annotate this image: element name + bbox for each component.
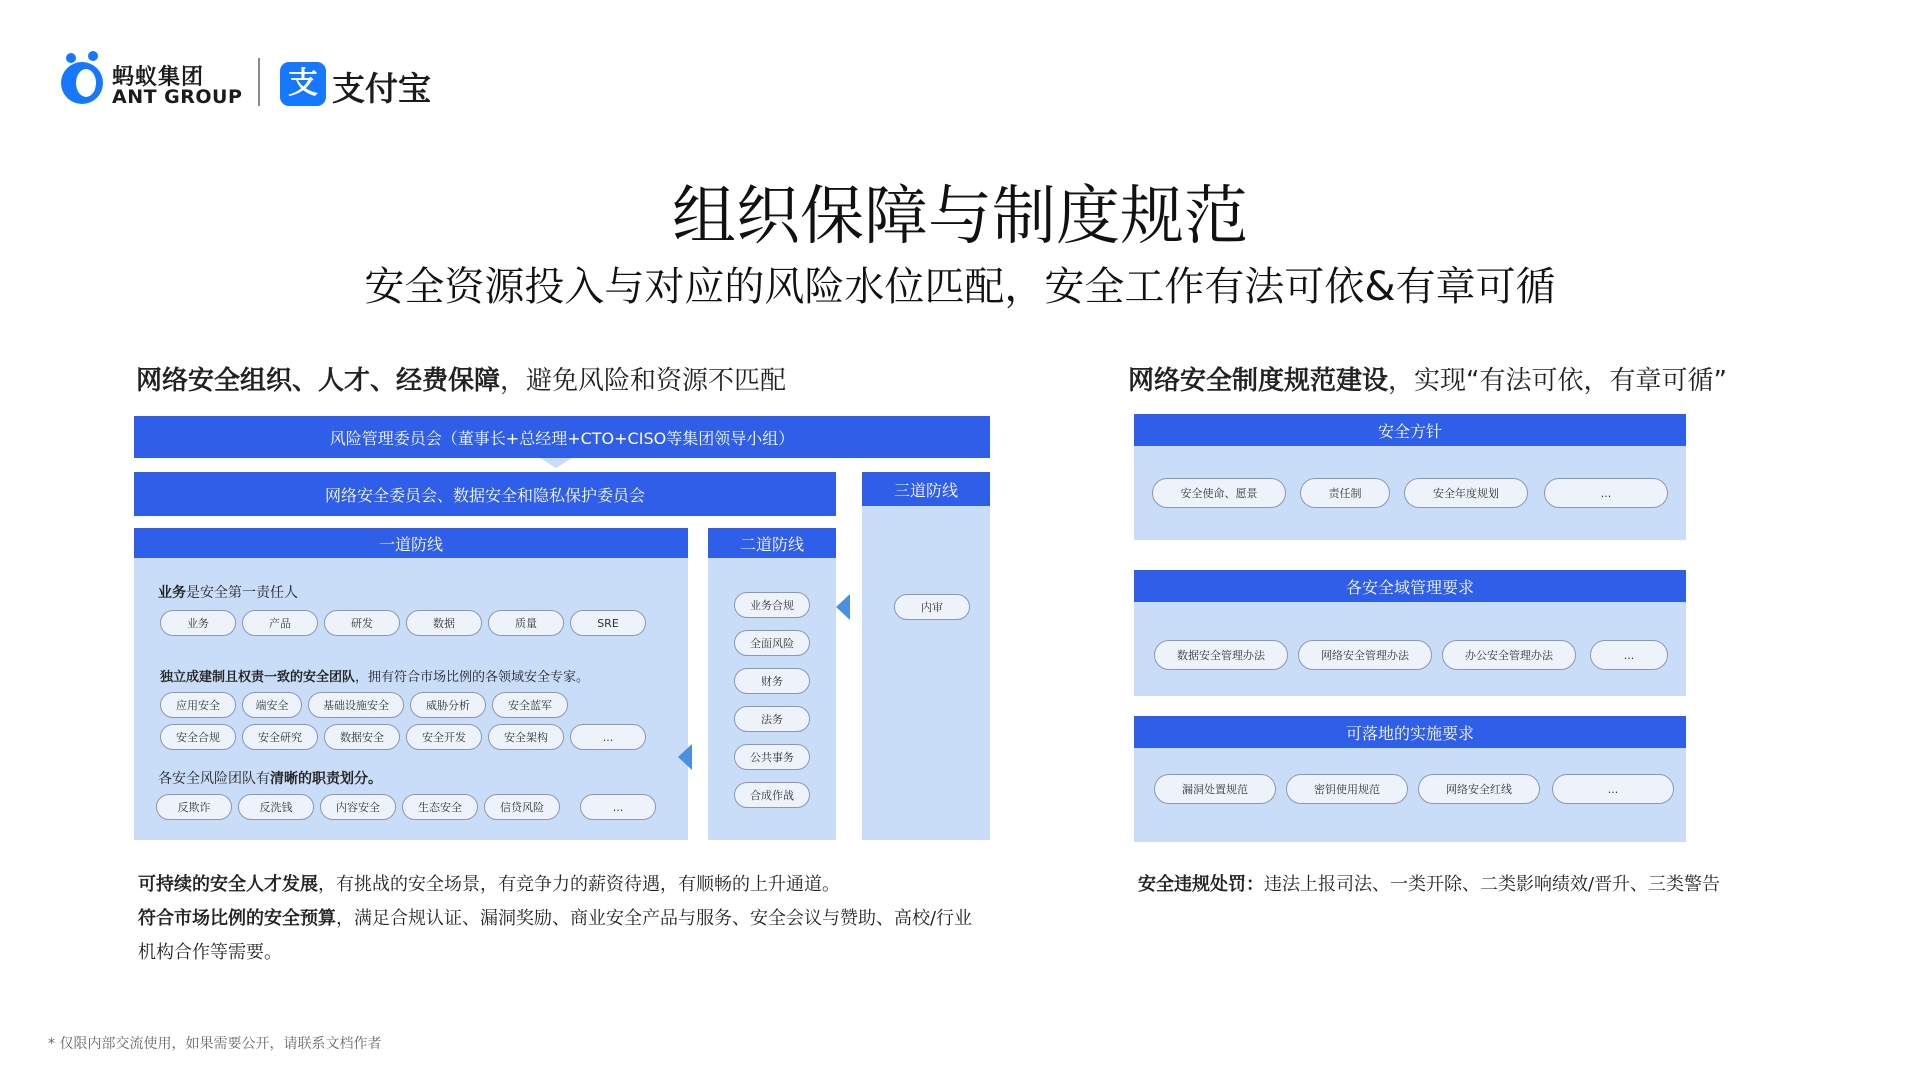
line2-pill: 法务 xyxy=(734,706,810,732)
page-title: 组织保障与制度规范 xyxy=(672,180,1248,254)
policy-block-panel xyxy=(1134,748,1686,842)
down-arrow-icon xyxy=(540,458,572,468)
line2-pill: 全面风险 xyxy=(734,630,810,656)
line1-pill: 安全合规 xyxy=(160,724,236,750)
left-section-heading xyxy=(136,360,786,397)
policy-block-title: 可落地的实施要求 xyxy=(1134,716,1686,748)
left-paragraph-3: 机构合作等需要。 xyxy=(138,942,282,963)
policy-pill: ... xyxy=(1590,640,1668,670)
policy-pill: 网络安全红线 xyxy=(1418,774,1540,804)
left-heading-rest: ，避免风险和资源不匹配 xyxy=(500,366,787,396)
line1-pill: 产品 xyxy=(242,610,318,636)
line1-text-2: 独立成建制且权责一致的安全团队，拥有符合市场比例的各领域安全专家。 xyxy=(160,670,590,685)
policy-pill: 漏洞处置规范 xyxy=(1154,774,1276,804)
policy-block-panel xyxy=(1134,602,1686,696)
line1-pill: 生态安全 xyxy=(402,794,478,820)
line1-panel xyxy=(134,558,688,840)
line3-panel xyxy=(862,506,990,840)
left-heading-bold: 网络安全组织、人才、经费保障 xyxy=(136,366,501,396)
policy-block-title: 安全方针 xyxy=(1134,414,1686,446)
policy-pill: 密钥使用规范 xyxy=(1286,774,1408,804)
alipay-logo-icon xyxy=(280,62,326,106)
ant-group-name-en: ANT GROUP xyxy=(112,86,243,108)
line1-title-bar: 一道防线 xyxy=(134,528,688,558)
ant-group-name-cn: 蚂蚁集团 xyxy=(112,65,205,90)
policy-pill: 安全年度规划 xyxy=(1404,478,1528,508)
line2-pill: 公共事务 xyxy=(734,744,810,770)
policy-pill: 责任制 xyxy=(1300,478,1390,508)
line1-pill: 业务 xyxy=(160,610,236,636)
line1-pill: 反洗钱 xyxy=(238,794,314,820)
line2-pill: 财务 xyxy=(734,668,810,694)
line2-panel xyxy=(708,558,836,840)
line1-pill: 端安全 xyxy=(242,692,302,718)
policy-pill: 网络安全管理办法 xyxy=(1298,640,1432,670)
line1-pill: 数据安全 xyxy=(324,724,400,750)
line1-pill: 安全架构 xyxy=(488,724,564,750)
line1-pill: 威胁分析 xyxy=(410,692,486,718)
line2-pill: 合成作战 xyxy=(734,782,810,808)
policy-pill: 数据安全管理办法 xyxy=(1154,640,1288,670)
line1-pill: 安全蓝军 xyxy=(492,692,568,718)
policy-block-panel xyxy=(1134,446,1686,540)
line1-pill: 基础设施安全 xyxy=(308,692,404,718)
line1-pill: 内容安全 xyxy=(320,794,396,820)
line1-pill: 质量 xyxy=(488,610,564,636)
line1-pill: SRE xyxy=(570,610,646,636)
policy-block-title: 各安全域管理要求 xyxy=(1134,570,1686,602)
left-paragraph-1: 可持续的安全人才发展，有挑战的安全场景，有竞争力的薪资待遇，有顺畅的上升通道。 xyxy=(138,874,840,895)
security-committee-bar: 网络安全委员会、数据安全和隐私保护委员会 xyxy=(134,472,836,516)
penalty-text: 安全违规处罚：违法上报司法、一类开除、二类影响绩效/晋升、三类警告 xyxy=(1138,874,1721,895)
logo-divider xyxy=(258,58,260,106)
line2-title-bar: 二道防线 xyxy=(708,528,836,558)
left-arrow-icon xyxy=(678,744,692,770)
policy-pill: ... xyxy=(1552,774,1674,804)
line1-pill: 安全开发 xyxy=(406,724,482,750)
right-section-heading xyxy=(1128,360,1727,397)
right-heading-bold: 网络安全制度规范建设 xyxy=(1128,366,1389,396)
line1-pill: ... xyxy=(580,794,656,820)
line1-text-3: 各安全风险团队有清晰的职责划分。 xyxy=(158,771,382,787)
alipay-logo-glyph: 支 xyxy=(288,66,318,101)
risk-committee-bar: 风险管理委员会（董事长+总经理+CTO+CISO等集团领导小组） xyxy=(134,416,990,458)
line1-pill: 应用安全 xyxy=(160,692,236,718)
line1-pill: 安全研究 xyxy=(242,724,318,750)
line1-text-1: 业务是安全第一责任人 xyxy=(158,585,298,601)
page-subtitle: 安全资源投入与对应的风险水位匹配，安全工作有法可依&有章可循 xyxy=(364,264,1556,310)
left-paragraph-2: 符合市场比例的安全预算，满足合规认证、漏洞奖励、商业安全产品与服务、安全会议与赞助、高校/行业 xyxy=(138,908,973,929)
line1-pill: 研发 xyxy=(324,610,400,636)
right-heading-rest: ，实现“有法可依，有章可循” xyxy=(1388,366,1727,396)
line3-pill: 内审 xyxy=(894,594,970,620)
line1-pill: 数据 xyxy=(406,610,482,636)
line2-pill: 业务合规 xyxy=(734,592,810,618)
line1-pill: 反欺诈 xyxy=(156,794,232,820)
policy-pill: 办公安全管理办法 xyxy=(1442,640,1576,670)
line1-pill: ... xyxy=(570,724,646,750)
ant-logo-icon xyxy=(58,50,106,106)
footnote: * 仅限内部交流使用，如果需要公开，请联系文档作者 xyxy=(48,1036,382,1052)
line3-title-bar: 三道防线 xyxy=(862,472,990,506)
policy-pill: ... xyxy=(1544,478,1668,508)
policy-pill: 安全使命、愿景 xyxy=(1152,478,1286,508)
line1-pill: 信贷风险 xyxy=(484,794,560,820)
left-arrow-icon xyxy=(836,594,850,620)
alipay-name: 支付宝 xyxy=(332,69,431,108)
